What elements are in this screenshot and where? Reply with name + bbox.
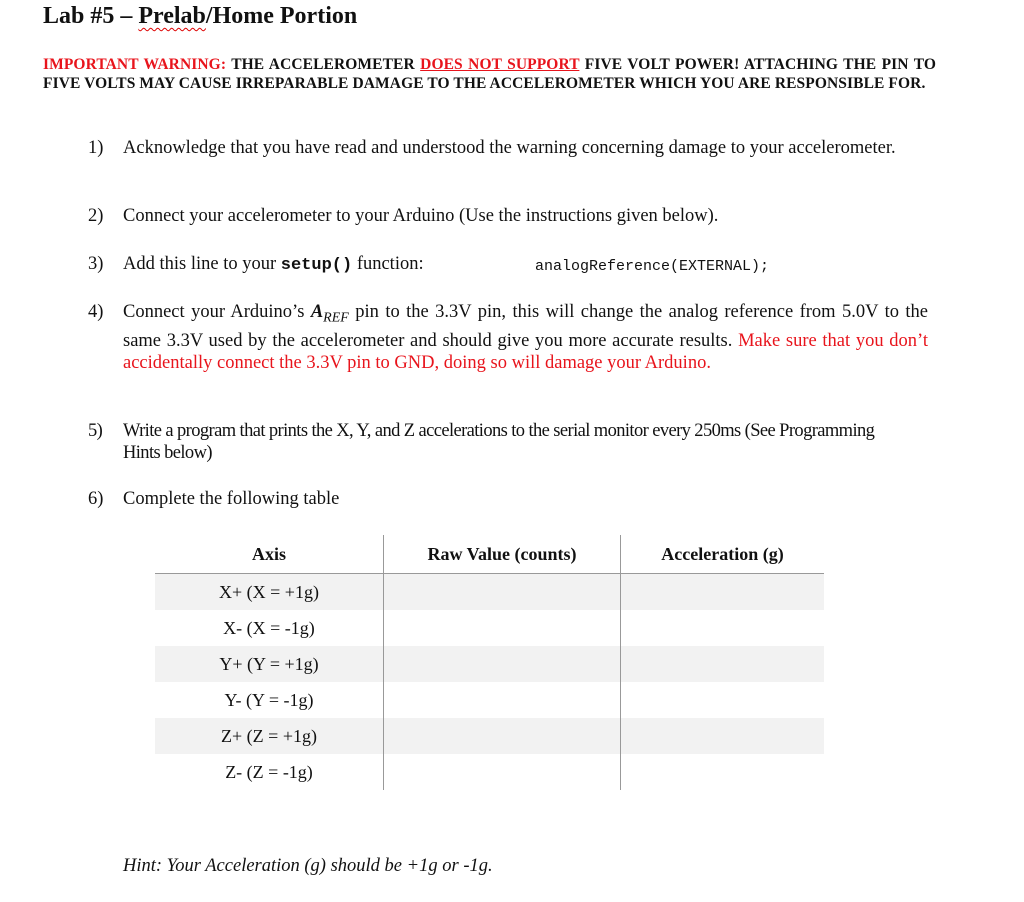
warning-paragraph: IMPORTANT WARNING: THE ACCELEROMETER DOES NOT SUPPORT FIVE VOLT POWER! ATTACHING THE PIN TO FIVE VOLTS MAY CAUSE IRREPARABLE DAMAGE TO THE ACCELEROMETER WHICH YOU ARE RESPONSIBLE FOR. [43,56,937,92]
accel-cell[interactable] [621,610,825,646]
raw-cell[interactable] [384,682,621,718]
raw-cell[interactable] [384,574,621,611]
header-axis: Axis [155,535,384,574]
table-row: Y+ (Y = +1g) [155,646,824,682]
accel-cell[interactable] [621,718,825,754]
table-row: Y- (Y = -1g) [155,682,824,718]
page-title: Lab #5 – Prelab/Home Portion [43,3,358,29]
accel-cell[interactable] [621,754,825,790]
step-5: 5) Write a program that prints the X, Y, and Z accelerations to the serial monitor every 250ms (See Programming Hints below) [88,421,875,463]
raw-cell[interactable] [384,754,621,790]
raw-cell[interactable] [384,646,621,682]
step-1: 1) Acknowledge that you have read and understood the warning concerning damage to your accelerometer. [88,138,896,158]
step-2: 2) Connect your accelerometer to your Arduino (Use the instructions given below). [88,206,719,226]
accel-cell[interactable] [621,574,825,611]
header-accel: Acceleration (g) [621,535,825,574]
accel-cell[interactable] [621,646,825,682]
acceleration-table [155,535,824,790]
step-6: 6) Complete the following table [88,489,340,509]
step-4: 4) Connect your Arduino’s $A_{REF}$ pin to the 3.3V pin, this will change the analog reference from 5.0V to the same 3.3V used by the accelerometer and should give you more accurate results. Make sure that you don’t accidentally connect the 3.3V pin to GND, doing so will damage your Arduino. [88,302,929,373]
table-row: Z+ (Z = +1g) [155,718,824,754]
table-row: X+ (X = +1g) [155,574,824,611]
step-3: 3) Add this line to your setup() function: analogReference(EXTERNAL); [88,253,928,277]
hint-text: Hint: Your Acceleration (g) should be +1g or -1g. [123,856,493,876]
header-raw: Raw Value (counts) [384,535,621,574]
spellcheck-word[interactable]: Prelab [138,3,206,29]
code-line: analogReference(EXTERNAL); [535,258,770,275]
table-row: X- (X = -1g) [155,610,824,646]
accel-cell[interactable] [621,682,825,718]
raw-cell[interactable] [384,718,621,754]
table-row: Z- (Z = -1g) [155,754,824,790]
raw-cell[interactable] [384,610,621,646]
table-header [155,535,824,574]
